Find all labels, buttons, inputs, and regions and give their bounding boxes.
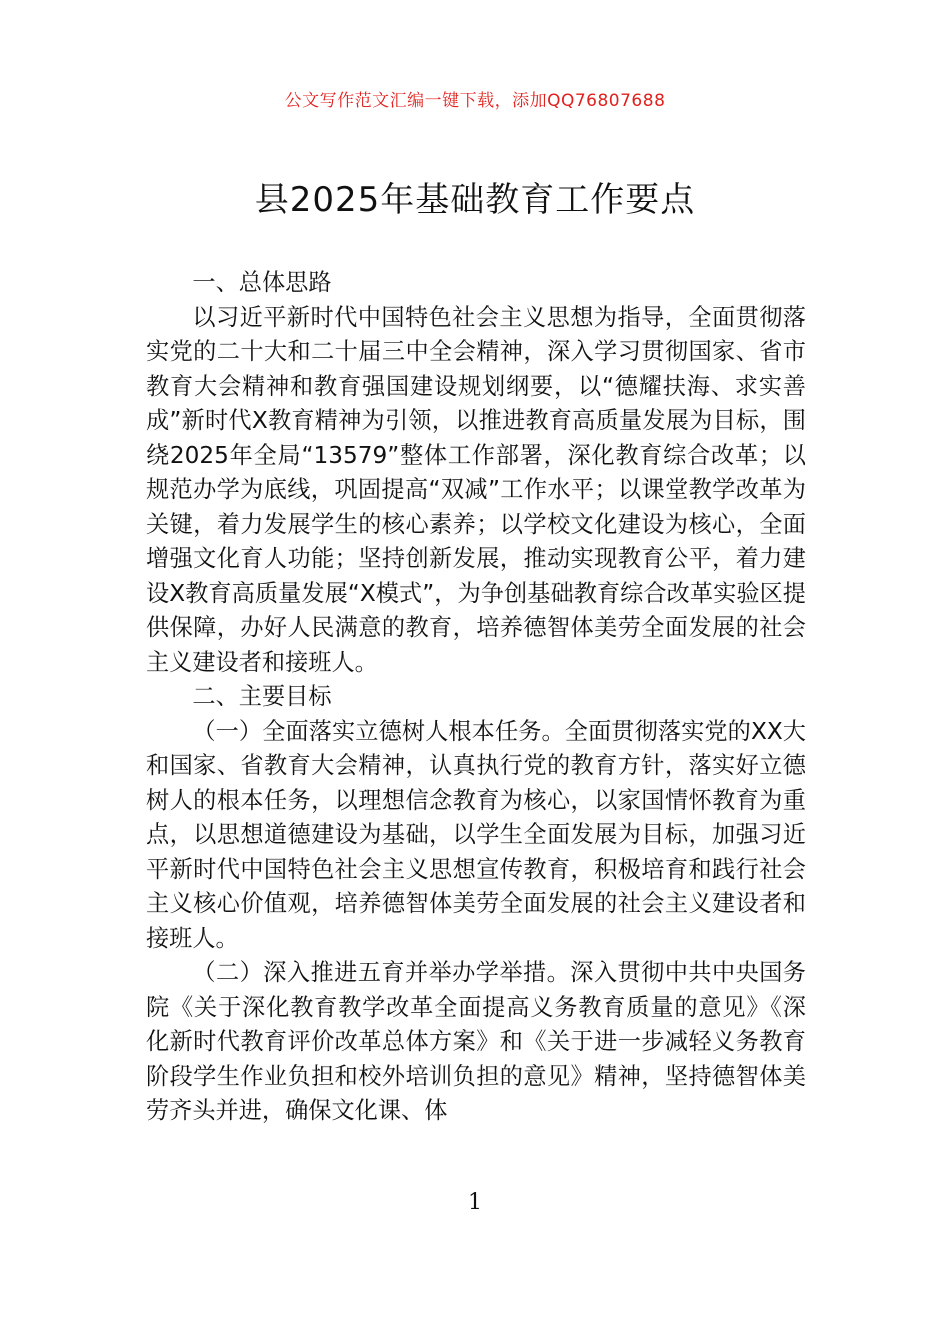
paragraph-goal-1: （一）全面落实立德树人根本任务。全面贯彻落实党的XX大和国家、省教育大会精神，认真执行党的教育方针，落实好立德树人的根本任务，以理想信念教育为核心，以家国情怀教育为重点，以思想道德建设为基础，以学生全面发展为目标，加强习近平新时代中国特色社会主义思想宣传教育，积极培育和践行社会主义核心价值观，培养德智体美劳全面发展的社会主义建设者和接班人。: [146, 717, 806, 952]
page-title: 县2025年基础教育工作要点: [254, 180, 696, 220]
paragraph-overall-approach: 以习近平新时代中国特色社会主义思想为指导，全面贯彻落实党的二十大和二十届三中全会精神，深入学习贯彻国家、省市教育大会精神和教育强国建设规划纲要，以“德耀扶海、求实善成”新时代X教育精神为引领，以推进教育高质量发展为目标，围绕2025年全局“13579”整体工作部署，深化教育综合改革；以规范办学为底线，巩固提高“双减”工作水平；以课堂教学改革为关键，着力发展学生的核心素养；以学校文化建设为核心，全面增强文化育人功能；坚持创新发展，推动实现教育公平，着力建设X教育高质量发展“X模式”，为争创基础教育综合改革实验区提供保障，办好人民满意的教育，培养德智体美劳全面发展的社会主义建设者和接班人。: [146, 303, 806, 676]
section-heading-goals: 二、主要目标: [192, 683, 332, 710]
promo-banner: 公文写作范文汇编一键下载，添加QQ76807688: [284, 91, 666, 111]
section-heading-overall: 一、总体思路: [192, 269, 332, 296]
paragraph-goal-2: （二）深入推进五育并举办学举措。深入贯彻中共中央国务院《关于深化教育教学改革全面提高义务教育质量的意见》《深化新时代教育评价改革总体方案》和《关于进一步减轻义务教育阶段学生作业负担和校外培训负担的意见》精神，坚持德智体美劳齐头并进，确保文化课、体: [146, 959, 806, 1124]
document-body: [146, 266, 806, 1129]
page-number: 1: [468, 1190, 482, 1215]
